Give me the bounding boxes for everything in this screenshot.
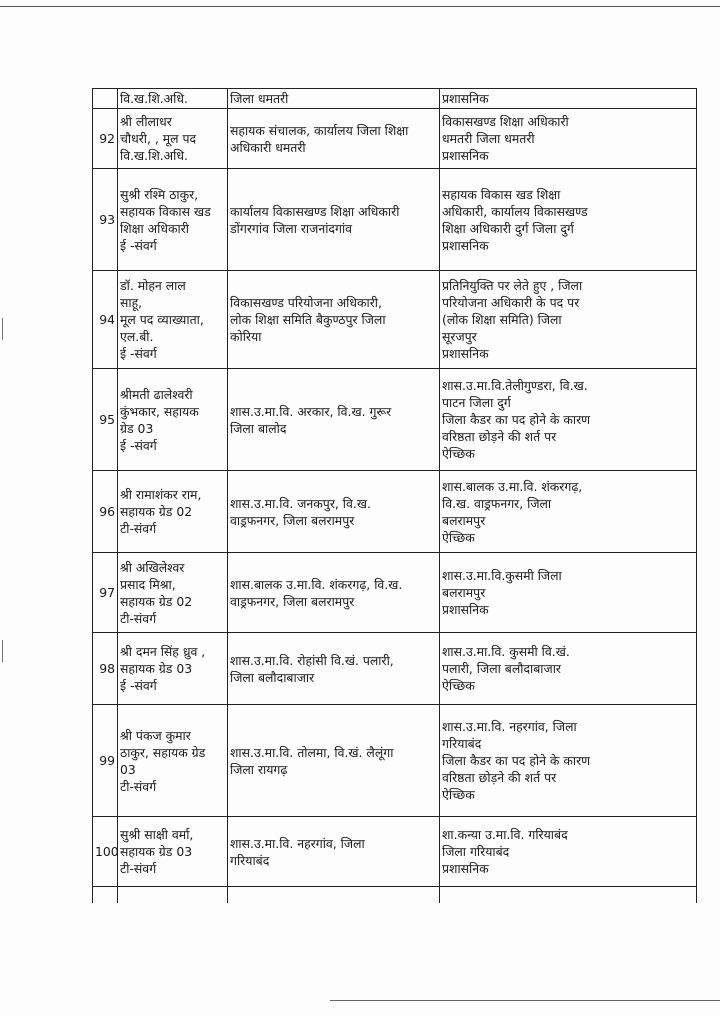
cell-line: शास.उ.मा.वि. जनकपुर, वि.ख.	[230, 495, 371, 511]
cell-line: शास.बालक उ.मा.वि. शंकरगढ़,	[442, 478, 583, 494]
cell-line: वाड्रफनगर, जिला बलरामपुर	[230, 512, 355, 528]
cell-line: ग्रेड 03	[120, 420, 154, 436]
cell-line: वरिष्ठता छोड़ने की शर्त पर	[442, 429, 557, 444]
cell-line: सूरजपुर	[442, 329, 477, 344]
cell-line: ऐच्छिक	[442, 787, 475, 802]
cell-line: प्रतिनियुक्ति पर लेते हुए , जिला	[442, 278, 583, 293]
continued-row	[93, 89, 697, 109]
new-posting-cell	[440, 169, 697, 271]
cell-line: धमतरी जिला धमतरी	[442, 131, 535, 146]
table-row	[93, 109, 697, 169]
current-posting-cell	[228, 369, 440, 471]
table-row	[93, 817, 697, 887]
cell-line: जिला रायगढ़	[230, 761, 288, 777]
cell-line: साहू,	[120, 295, 143, 310]
cell-line: प्रशासनिक	[442, 237, 489, 253]
current-posting-cell	[228, 471, 440, 553]
cell-line: 92	[99, 131, 115, 146]
cell-line: सहायक ग्रेड 03	[120, 844, 193, 859]
employee-name-cell	[118, 471, 228, 553]
cell-line: सहायक ग्रेड 03	[120, 661, 193, 676]
cell-line: 99	[99, 753, 115, 768]
cell-line: प्रशासनिक	[442, 861, 489, 876]
table-row	[93, 271, 697, 369]
cell-line: कार्यालय विकासखण्ड शिक्षा अधिकारी	[230, 203, 400, 219]
cell-line: गरियाबंद	[230, 852, 270, 868]
cell-line: ई -संवर्ग	[120, 437, 157, 453]
cell-line: अधिकारी, कार्यालय विकासखण्ड	[442, 203, 588, 219]
cell-line: सहायक ग्रेड 02	[120, 593, 193, 609]
table-row	[93, 553, 697, 633]
top-rule	[0, 6, 720, 7]
table-row	[93, 169, 697, 271]
current-posting-cell	[228, 271, 440, 369]
current-posting-cell	[228, 109, 440, 169]
employee-name-cell	[118, 553, 228, 633]
cell-line: ई -संवर्ग	[120, 346, 157, 361]
employee-name-cell	[118, 369, 228, 471]
cell-line: सहायक विकास खड शिक्षा	[442, 186, 561, 202]
cell-line: शास.उ.मा.वि. कुसमी वि.खं.	[442, 644, 570, 659]
cell-line: श्री लीलाधर	[120, 114, 172, 129]
new-posting-cell	[440, 633, 697, 705]
bottom-rule	[330, 1000, 720, 1001]
serial-number-cell	[93, 817, 118, 887]
cell-line: सहायक संचालक, कार्यालय जिला शिक्षा	[230, 122, 409, 138]
new-posting-cell	[440, 471, 697, 553]
cell-line: शास.बालक उ.मा.वि. शंकरगढ़, वि.ख.	[230, 576, 403, 592]
new-posting-cell	[440, 369, 697, 471]
cell-line: शास.उ.मा.वि. अरकार, वि.ख. गुरूर	[230, 403, 392, 419]
cell-line: वाड्रफनगर, जिला बलरामपुर	[230, 593, 355, 609]
cell-line: 98	[99, 661, 115, 676]
current-posting-cell: जिला धमतरी	[228, 89, 440, 109]
cell-line: शास.उ.मा.वि. रोहांसी वि.खं. पलारी,	[230, 652, 394, 668]
cell-line: शास.उ.मा.वि. नहरगांव, जिला	[442, 719, 577, 734]
cell-line: सहायक विकास खड	[120, 203, 211, 219]
cell-line: (लोक शिक्षा समिति) जिला	[442, 312, 562, 327]
empty-cell	[228, 887, 440, 904]
cell-line: प्रशासनिक	[442, 346, 489, 361]
new-posting-cell	[440, 705, 697, 817]
cell-line: ऐच्छिक	[442, 529, 475, 545]
cell-line: ई -संवर्ग	[120, 678, 157, 693]
cell-line: जिला कैडर का पद होने के कारण	[442, 412, 591, 427]
cell-line: 94	[99, 312, 115, 327]
cell-line: 96	[99, 504, 115, 519]
cell-line: टी-संवर्ग	[120, 861, 157, 876]
cell-line: शिक्षा अधिकारी दुर्ग जिला दुर्ग	[442, 220, 574, 236]
serial-number-cell	[93, 109, 118, 169]
cell-line: शास.उ.मा.वि.तेलीगुण्डरा, वि.ख.	[442, 378, 588, 393]
current-posting-cell	[228, 633, 440, 705]
cell-line: बलरामपुर	[442, 512, 486, 528]
cell-line: बलरामपुर	[442, 585, 486, 600]
serial-number-cell	[93, 369, 118, 471]
current-posting-cell	[228, 553, 440, 633]
cell-line: कोरिया	[230, 329, 262, 344]
margin-mark	[2, 318, 3, 340]
cell-line: प्रसाद मिश्रा,	[120, 576, 176, 592]
new-posting-cell: प्रशासनिक	[440, 89, 697, 109]
cell-line: प्रशासनिक	[442, 148, 489, 163]
cell-line: श्री रामाशंकर राम,	[120, 487, 202, 502]
cell-line: अधिकारी धमतरी	[230, 139, 306, 155]
cell-line: श्री अखिलेश्वर	[120, 559, 185, 575]
new-posting-cell	[440, 109, 697, 169]
serial-number-cell	[93, 89, 118, 109]
employee-name-cell	[118, 705, 228, 817]
table-row	[93, 471, 697, 553]
employee-name-cell: वि.ख.शि.अधि.	[118, 89, 228, 109]
cell-line: सहायक ग्रेड 02	[120, 504, 193, 519]
empty-cell	[440, 887, 697, 904]
cell-line: शास.उ.मा.वि.कुसमी जिला	[442, 568, 562, 583]
cell-line: परियोजना अधिकारी के पद पर	[442, 295, 580, 310]
cell-line: श्री दमन सिंह ध्रुव ,	[120, 644, 206, 659]
cell-line: गरियाबंद	[442, 736, 482, 751]
employee-name-cell	[118, 633, 228, 705]
cell-line: शिक्षा अधिकारी	[120, 220, 189, 236]
cell-line: 95	[99, 412, 115, 427]
cell-line: जिला कैडर का पद होने के कारण	[442, 753, 591, 768]
cell-line: ऐच्छिक	[442, 446, 475, 461]
serial-number-cell	[93, 705, 118, 817]
cell-line: पलारी, जिला बलौदाबाजार	[442, 661, 561, 676]
cell-line: शा.कन्या उ.मा.वि. गरियाबंद	[442, 827, 568, 842]
cell-line: शास.उ.मा.वि. तोलमा, वि.खं. लैलूंगा	[230, 744, 394, 760]
cell-line: एल.बी.	[120, 329, 154, 344]
current-posting-cell	[228, 817, 440, 887]
cell-line: ई -संवर्ग	[120, 237, 157, 253]
serial-number-cell	[93, 471, 118, 553]
serial-number-cell	[93, 633, 118, 705]
cell-line: लोक शिक्षा समिति बैकुण्ठपुर जिला	[230, 312, 386, 327]
transfer-orders-table	[92, 88, 697, 903]
employee-name-cell	[118, 109, 228, 169]
cell-line: टी-संवर्ग	[120, 610, 157, 626]
cell-line: टी-संवर्ग	[120, 521, 157, 536]
cell-line: विकासखण्ड शिक्षा अधिकारी	[442, 114, 569, 129]
cell-line: टी-संवर्ग	[120, 778, 157, 794]
current-posting-cell	[228, 169, 440, 271]
cell-line: जिला बलौदाबाजार	[230, 669, 315, 685]
new-posting-cell	[440, 271, 697, 369]
cell-line: श्रीमती ढालेश्वरी	[120, 386, 193, 402]
cell-line: 100	[95, 844, 119, 859]
cell-line: जिला बालोद	[230, 420, 287, 436]
cell-line: श्री पंकज कुमार	[120, 727, 191, 743]
cell-line: वि.ख.शि.अधि.	[120, 148, 188, 163]
margin-mark	[2, 640, 3, 662]
cell-line: पाटन जिला दुर्ग	[442, 395, 511, 410]
serial-number-cell	[93, 271, 118, 369]
cell-line: सुश्री रश्मि ठाकुर,	[120, 186, 199, 202]
cell-line: चौधरी, , मूल पद	[120, 131, 197, 146]
cell-line: विकासखण्ड परियोजना अधिकारी,	[230, 295, 382, 310]
empty-cell	[118, 887, 228, 904]
cell-line: ठाकुर, सहायक ग्रेड	[120, 744, 206, 760]
continuation-row	[93, 887, 697, 904]
new-posting-cell	[440, 817, 697, 887]
cell-line: ऐच्छिक	[442, 678, 475, 693]
cell-line: प्रशासनिक	[442, 602, 489, 617]
table-row	[93, 705, 697, 817]
empty-cell	[93, 887, 118, 904]
cell-line: सुश्री साक्षी वर्मा,	[120, 827, 194, 842]
table-row	[93, 369, 697, 471]
cell-line: वरिष्ठता छोड़ने की शर्त पर	[442, 770, 557, 785]
new-posting-cell	[440, 553, 697, 633]
employee-name-cell	[118, 817, 228, 887]
employee-name-cell	[118, 271, 228, 369]
current-posting-cell	[228, 705, 440, 817]
cell-line: डोंगरगांव जिला राजनांदगांव	[230, 220, 353, 236]
cell-line: 03	[120, 761, 136, 777]
cell-line: 93	[99, 212, 115, 227]
cell-line: मूल पद व्याख्याता,	[120, 312, 204, 327]
serial-number-cell	[93, 169, 118, 271]
cell-line: वि.ख. वाड्रफनगर, जिला	[442, 495, 552, 511]
cell-line: 97	[99, 585, 115, 600]
employee-name-cell	[118, 169, 228, 271]
table-row	[93, 633, 697, 705]
cell-line: कुंभकार, सहायक	[120, 403, 199, 419]
serial-number-cell	[93, 553, 118, 633]
cell-line: शास.उ.मा.वि. नहरगांव, जिला	[230, 835, 365, 851]
cell-line: जिला गरियाबंद	[442, 844, 510, 859]
cell-line: डॉ. मोहन लाल	[120, 278, 186, 293]
